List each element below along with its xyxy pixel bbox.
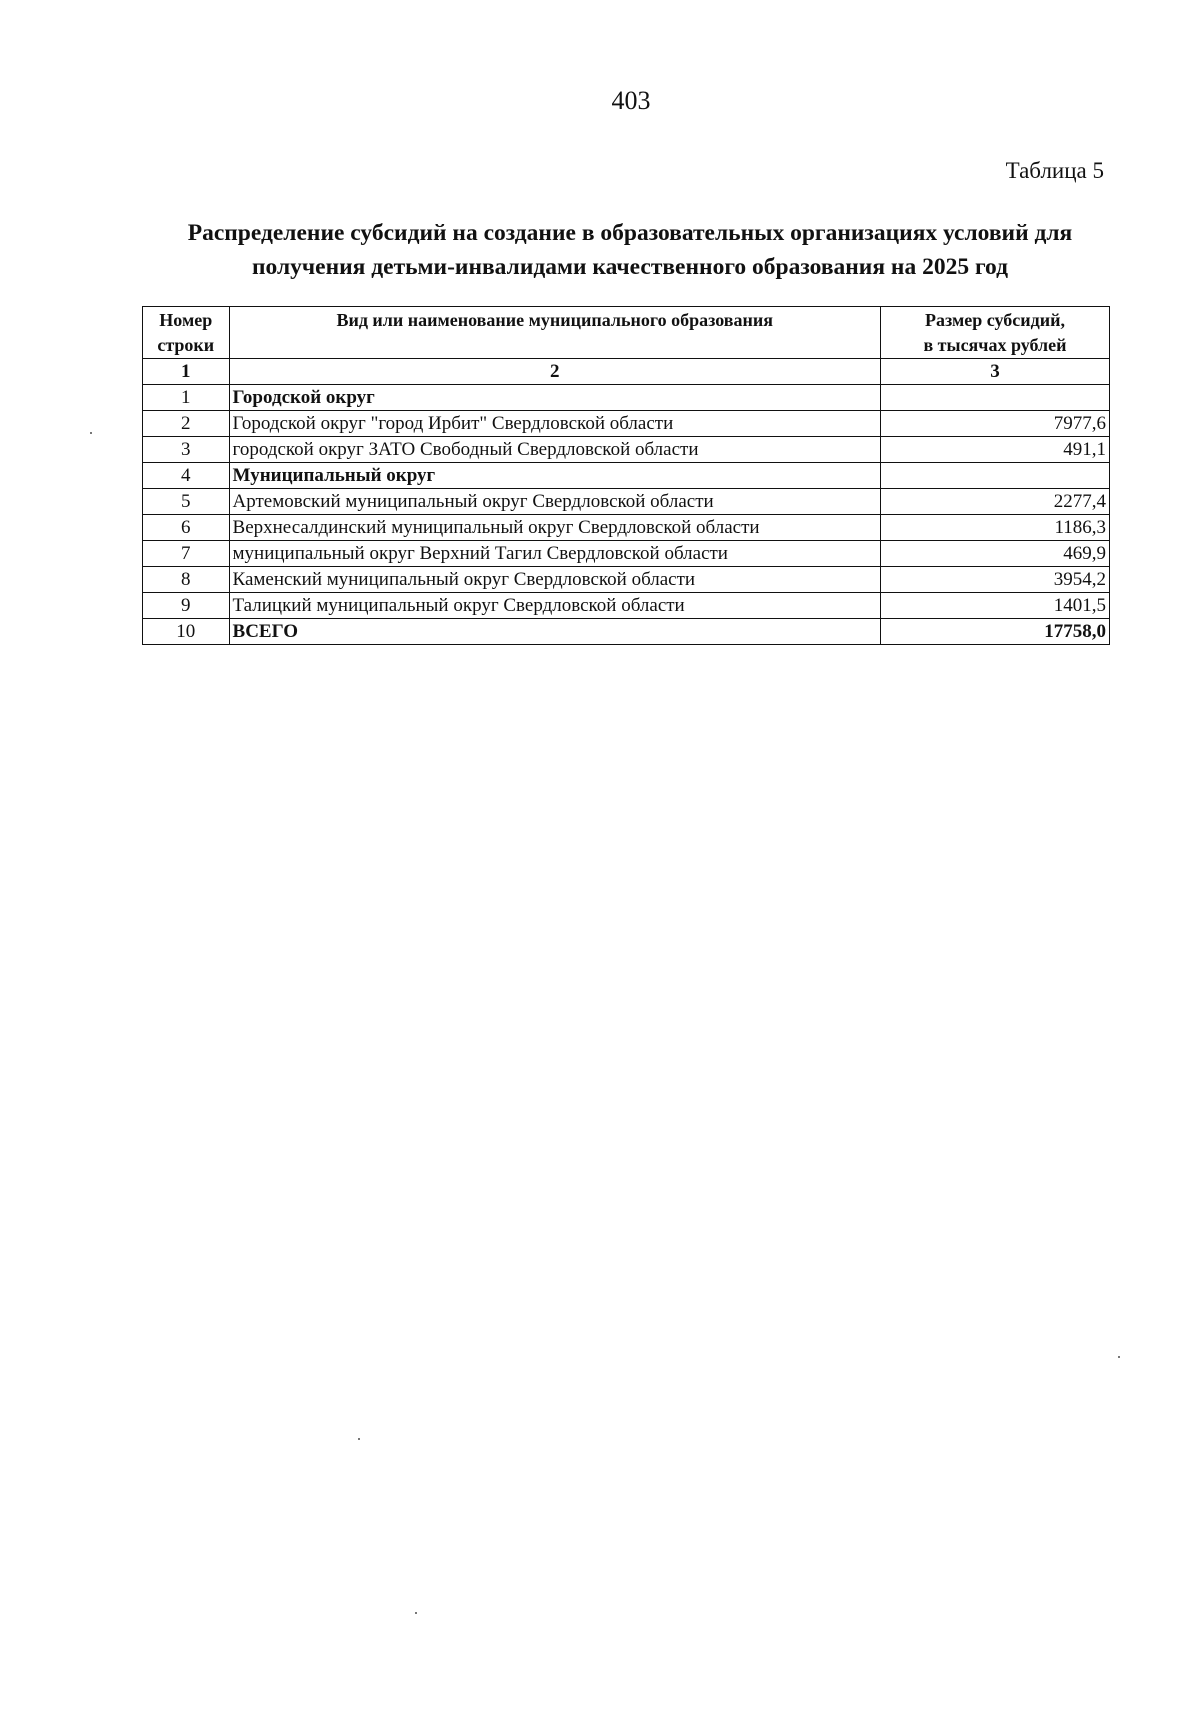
row-number-cell: 10 xyxy=(143,619,230,645)
municipality-name-cell: Каменский муниципальный округ Свердловской области xyxy=(229,567,880,593)
subsidy-amount-cell: 1401,5 xyxy=(880,593,1109,619)
subsidy-amount-cell: 7977,6 xyxy=(880,411,1109,437)
title-line-1: Распределение субсидий на создание в образовательных организациях условий для xyxy=(187,220,1073,246)
row-number-cell: 6 xyxy=(143,515,230,541)
header-subsidy-amount-line2: в тысячах рублей xyxy=(923,335,1067,355)
header-row-number xyxy=(143,307,230,359)
table-row xyxy=(143,437,1110,463)
table-row xyxy=(143,593,1110,619)
row-number-cell: 3 xyxy=(143,437,230,463)
table-row xyxy=(143,385,1110,411)
column-number-1: 1 xyxy=(143,359,230,385)
row-number-cell: 1 xyxy=(143,385,230,411)
subsidy-amount-cell: 3954,2 xyxy=(880,567,1109,593)
column-number-3: 3 xyxy=(880,359,1109,385)
header-subsidy-amount xyxy=(880,307,1109,359)
row-number-cell: 5 xyxy=(143,489,230,515)
table-row xyxy=(143,541,1110,567)
municipality-name-cell: муниципальный округ Верхний Тагил Свердловской области xyxy=(229,541,880,567)
subsidy-amount-cell xyxy=(880,463,1109,489)
subsidy-amount-cell: 491,1 xyxy=(880,437,1109,463)
row-number-cell: 8 xyxy=(143,567,230,593)
header-municipality-name-text: Вид или наименование муниципального образования xyxy=(336,310,774,330)
subsidy-amount-cell: 1186,3 xyxy=(880,515,1109,541)
scan-speck xyxy=(358,1438,360,1440)
page-number: 403 xyxy=(611,86,651,115)
table-body xyxy=(143,359,1110,645)
header-subsidy-amount-line1: Размер субсидий, xyxy=(924,310,1065,330)
row-number-cell: 7 xyxy=(143,541,230,567)
row-number-cell: 4 xyxy=(143,463,230,489)
row-number-cell: 2 xyxy=(143,411,230,437)
column-number-2: 2 xyxy=(229,359,880,385)
municipality-name-cell: городской округ ЗАТО Свободный Свердловской области xyxy=(229,437,880,463)
scan-speck xyxy=(1118,1356,1120,1358)
municipality-name-cell: Муниципальный округ xyxy=(229,463,880,489)
subsidy-amount-cell xyxy=(880,385,1109,411)
subsidy-amount-cell: 17758,0 xyxy=(880,619,1109,645)
header-row-number-line1: Номер xyxy=(159,310,213,330)
header-row-number-line2: строки xyxy=(157,335,215,355)
table-row xyxy=(143,463,1110,489)
table-row xyxy=(143,489,1110,515)
municipality-name-cell: Городской округ xyxy=(229,385,880,411)
municipality-name-cell: Талицкий муниципальный округ Свердловской области xyxy=(229,593,880,619)
table-row xyxy=(143,411,1110,437)
table-row xyxy=(143,515,1110,541)
table-header-row xyxy=(143,307,1110,359)
municipality-name-cell: ВСЕГО xyxy=(229,619,880,645)
title-line-2: получения детьми-инвалидами качественного образования на 2025 год xyxy=(251,254,1009,280)
table-row xyxy=(143,619,1110,645)
municipality-name-cell: Артемовский муниципальный округ Свердловской области xyxy=(229,489,880,515)
subsidy-amount-cell: 469,9 xyxy=(880,541,1109,567)
scan-speck xyxy=(415,1612,417,1614)
row-number-cell: 9 xyxy=(143,593,230,619)
scan-speck xyxy=(90,432,92,434)
table-row xyxy=(143,567,1110,593)
municipality-name-cell: Верхнесалдинский муниципальный округ Свердловской области xyxy=(229,515,880,541)
table-label: Таблица 5 xyxy=(1005,158,1104,183)
header-municipality-name xyxy=(229,307,880,359)
document-title xyxy=(140,216,1120,284)
subsidy-amount-cell: 2277,4 xyxy=(880,489,1109,515)
municipality-name-cell: Городской округ "город Ирбит" Свердловской области xyxy=(229,411,880,437)
subsidy-table xyxy=(142,306,1110,645)
column-number-row xyxy=(143,359,1110,385)
